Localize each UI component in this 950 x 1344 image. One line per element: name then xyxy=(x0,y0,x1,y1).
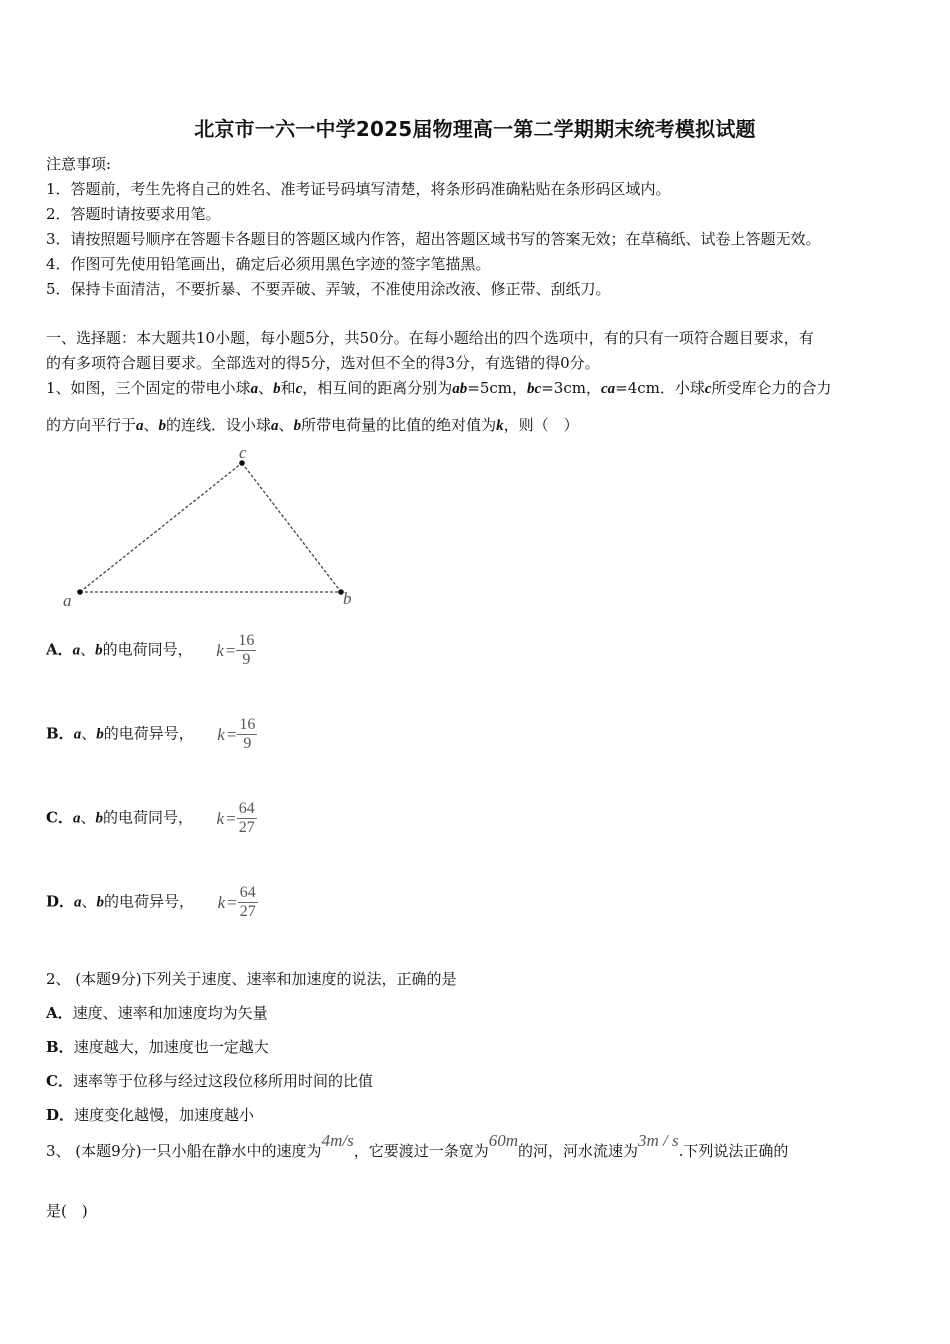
fraction: $\frac{64}{27}$ xyxy=(239,884,256,920)
question-3-stem-line-2: 是( ) xyxy=(46,1202,88,1220)
label-b: b xyxy=(343,589,352,608)
page-title: 北京市一六一中学2025届物理高一第二学期期末统考模拟试题 xyxy=(194,117,756,141)
question-2-stem: 2、 (本题9分)下列关于速度、速率和加速度的说法，正确的是 xyxy=(46,970,457,988)
point-a xyxy=(77,589,83,595)
notice-item: 3．请按照题号顺序在答题卡各题目的答题区域内作答，超出答题区域书写的答案无效；在草稿纸、试卷上答题无效。 xyxy=(46,230,821,248)
fraction: $\frac{16}{9}$ xyxy=(238,632,255,668)
question-1-stem-line-2: 的方向平行于a、b的连线．设小球a、b所带电荷量的比值的绝对值为k，则（ ） xyxy=(46,416,579,434)
option-b[interactable]: B．a、b的电荷异号， k = $\frac{16}{9}$ xyxy=(46,716,256,752)
option-d[interactable]: D．a、b的电荷异号， k = $\frac{64}{27}$ xyxy=(46,884,256,920)
label-a: a xyxy=(63,591,72,610)
section-intro-line-1: 一、选择题：本大题共10小题，每小题5分，共50分。在每小题给出的四个选项中，有的只有一项符合题目要求，有 xyxy=(46,329,814,347)
option-c[interactable]: C．速率等于位移与经过这段位移所用时间的比值 xyxy=(46,1072,373,1090)
fraction: $\frac{64}{27}$ xyxy=(238,800,255,836)
notice-item: 4．作图可先使用铅笔画出，确定后必须用黑色字迹的签字笔描黑。 xyxy=(46,255,491,273)
question-1-stem-line-1: 1、如图，三个固定的带电小球a、b和c，相互间的距离分别为ab=5cm，bc=3cm，ca=4cm．小球c所受库仑力的合力 xyxy=(46,379,832,397)
notice-item: 5．保持卡面清洁，不要折暴、不要弄破、弄皱，不准使用涂改液、修正带、刮纸刀。 xyxy=(46,280,611,298)
option-c[interactable]: C．a、b的电荷同号， k = $\frac{64}{27}$ xyxy=(46,800,255,836)
notice-item: 2．答题时请按要求用笔。 xyxy=(46,205,221,223)
triangle-figure xyxy=(55,440,365,615)
option-a[interactable]: A．速度、速率和加速度均为矢量 xyxy=(46,1004,268,1022)
notice-heading: 注意事项: xyxy=(46,155,112,173)
option-b[interactable]: B．速度越大，加速度也一定越大 xyxy=(46,1038,269,1056)
side-ac xyxy=(80,463,242,592)
fraction: $\frac{16}{9}$ xyxy=(239,716,256,752)
option-d[interactable]: D．速度变化越慢，加速度越小 xyxy=(46,1106,255,1124)
section-intro-line-2: 的有多项符合题目要求。全部选对的得5分，选对但不全的得3分，有选错的得0分。 xyxy=(46,354,600,372)
option-a[interactable]: A．a、b的电荷同号， k = $\frac{16}{9}$ xyxy=(46,632,255,668)
notice-item: 1．答题前，考生先将自己的姓名、准考证号码填写清楚，将条形码准确粘贴在条形码区域内。 xyxy=(46,180,671,198)
question-3-stem-line-1: 3、 (本题9分)一只小船在静水中的速度为4m/s，它要渡过一条宽为60m的河，河水流速为3m / s.下列说法正确的 xyxy=(46,1131,789,1160)
label-c: c xyxy=(239,443,247,462)
side-cb xyxy=(242,463,341,592)
